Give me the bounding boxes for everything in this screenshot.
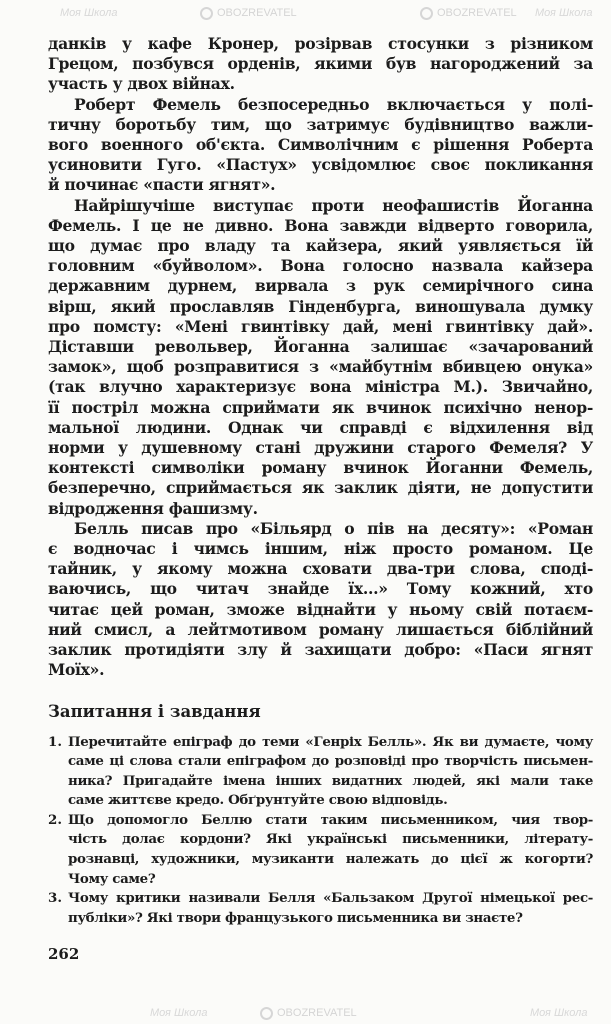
watermark: Моя Школа — [535, 7, 593, 19]
text-line: мальної людини. Однак чи справді є відхилення від — [48, 417, 593, 437]
text-line: данків у кафе Кронер, розірвав стосунки з різником — [48, 34, 593, 53]
text-line: Діставши револьвер, Йоганна залишає «зачарований — [48, 337, 593, 357]
section-heading: Запитання і завдання — [48, 701, 261, 721]
question-item — [48, 733, 593, 811]
text-line: тичну боротьбу тим, що затримує будівництво важли- — [48, 114, 593, 134]
question-line: Перечитайте епіграф до теми «Генріх Белль». Як ви думаєте, чому — [68, 733, 593, 750]
question-text — [68, 733, 593, 811]
text-line: безперечно, сприймається як заклик діяти, не допустити — [48, 478, 593, 498]
watermark: OBOZREVATEL — [200, 6, 297, 20]
text-line: замок», щоб розправитися з «майбутнім вбивцею онука» — [48, 357, 593, 377]
question-text — [68, 811, 593, 889]
question-line: чість долає кордони? Які українські письменники, літерату- — [68, 831, 593, 848]
text-line: й починає «пасти ягнят». — [48, 175, 276, 195]
question-line: Чому саме? — [68, 870, 156, 887]
text-line: головним «буйволом». Вона голосно назвала кайзера — [48, 256, 593, 276]
question-number: 3. — [48, 890, 62, 907]
question-item — [48, 811, 593, 889]
text-line: (так влучно характеризує вона міністра М.). Звичайно, — [48, 377, 593, 397]
paragraph — [48, 34, 593, 95]
question-item — [48, 889, 593, 928]
text-line: читає цей роман, зможе віднайти у ньому свій потаєм- — [48, 599, 593, 619]
text-line: відродження фашизму. — [48, 498, 258, 518]
text-line: ний смисл, а лейтмотивом роману лишається біблійний — [48, 619, 593, 639]
text-line: Фемель. І це не дивно. Вона завжди відверто говорила, — [48, 215, 593, 235]
paragraph — [48, 196, 593, 519]
text-line: Грецом, позбувся орденів, якими був нагороджений за — [48, 54, 593, 74]
question-number: 1. — [48, 733, 62, 750]
text-line: Моїх». — [48, 660, 105, 680]
paragraph — [48, 519, 593, 681]
question-line: рознавці, художники, музиканти належать до цієї ж когорти? — [68, 851, 593, 868]
text-line: що думає про владу та кайзера, який уявляється їй — [48, 236, 593, 256]
text-line: ваючись, що читач знайде їх...» Тому кожний, хто — [48, 579, 593, 599]
page-content — [48, 34, 593, 964]
text-line: вірш, який прославляв Гінденбурга, виношувала думку — [48, 296, 593, 316]
text-line: норми у душевному стані дружини старого Фемеля? У — [48, 438, 593, 458]
text-line: Белль писав про «Більярд о пів на десяту»: «Роман — [74, 518, 593, 538]
text-line: контексті символіки роману вчинок Йоганни Фемель, — [48, 458, 593, 478]
text-line: про помсту: «Мені гвинтівку дай, мені гвинтівку дай». — [48, 316, 593, 336]
question-line: публіки»? Які твори французького письменника ви знаєте? — [68, 909, 523, 926]
page-number: 262 — [48, 945, 80, 964]
question-line: Що допомогло Беллю стати таким письменником, чия твор- — [68, 811, 593, 828]
question-number: 2. — [48, 811, 62, 828]
text-line: державним дурнем, вирвала з рук семирічного сина — [48, 276, 593, 296]
text-line: усиновити Гуго. «Пастух» усвідомлює своє покликання — [48, 155, 593, 175]
body-text — [48, 34, 593, 681]
question-text — [68, 889, 593, 928]
watermark: OBOZREVATEL — [420, 6, 517, 20]
text-line: Найрішучіше виступає проти неофашистів Йоганна — [74, 195, 593, 215]
paragraph — [48, 95, 593, 196]
watermark: OBOZREVATEL — [260, 1006, 357, 1020]
question-line: саме життєве кредо. Обґрунтуйте свою відповідь. — [68, 792, 448, 809]
text-line: участь у двох війнах. — [48, 74, 235, 94]
questions-list — [48, 733, 593, 929]
question-line: ника? Пригадайте імена інших видатних людей, які мали таке — [68, 772, 593, 789]
text-line: вого военного об'єкта. Символічним є рішення Роберта — [48, 135, 593, 155]
text-line: заклик протидіяти злу й захищати добро: «Паси ягнят — [48, 640, 593, 660]
question-line: Чому критики називали Белля «Бальзаком Другої німецької рес- — [68, 890, 593, 907]
text-line: є водночас і чимсь іншим, ніж просто романом. Це — [48, 539, 593, 559]
text-line: її постріл можна сприймати як вчинок психічно ненор- — [48, 397, 593, 417]
watermark: Моя Школа — [530, 1007, 588, 1019]
text-line: тайник, у якому можна сховати два-три слова, споді- — [48, 559, 593, 579]
watermark: Моя Школа — [150, 1007, 208, 1019]
watermark: Моя Школа — [60, 7, 118, 19]
text-line: Роберт Фемель безпосередньо включається у полі- — [74, 94, 593, 114]
question-line: саме ці слова стали епіграфом до розповіді про творчість письмен- — [68, 753, 593, 770]
